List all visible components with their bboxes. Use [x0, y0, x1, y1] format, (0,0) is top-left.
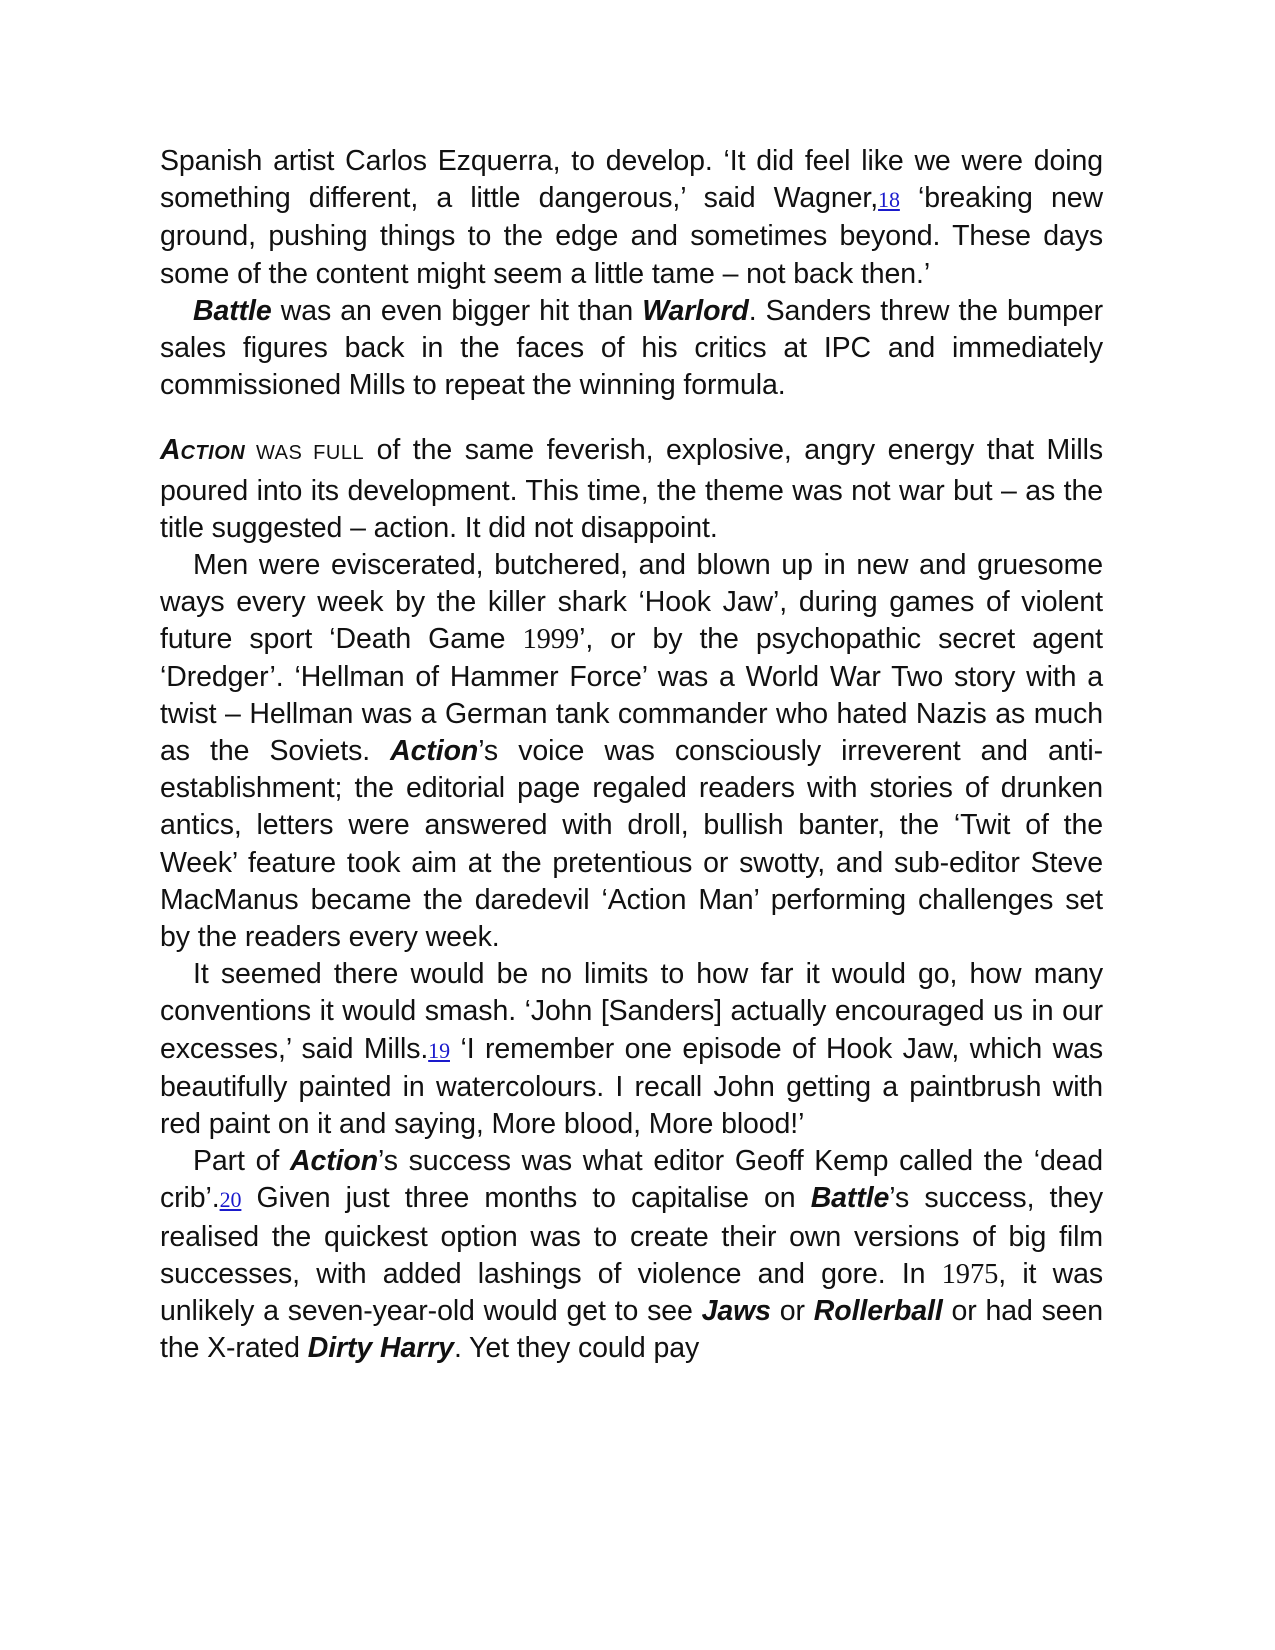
text-run: ‘breaking new ground, pushing things to the edge and sometimes beyond. These days some of the content might seem a little tame – not back then.’ [160, 182, 1103, 290]
paragraph-5 [160, 956, 1103, 1143]
smallcaps-lead-words: WAS FULL [245, 442, 365, 465]
text-run: or [770, 1295, 814, 1328]
title-battle: Battle [810, 1182, 890, 1215]
title-jaws: Jaws [701, 1295, 771, 1328]
text-run: ‘I remember one episode of Hook Jaw, which was beautifully painted in watercolours. I recall John getting a paintbrush with red paint on it and saying, More blood, More blood!’ [160, 1032, 1103, 1141]
paragraph-1 [160, 143, 1103, 293]
title-rollerball: Rollerball [813, 1295, 943, 1328]
text-run: Given just three months to capitalise on [241, 1182, 811, 1215]
paragraph-2 [160, 293, 1103, 405]
title-dirty-harry: Dirty Harry [307, 1332, 454, 1365]
year-number: 1999 [522, 624, 580, 656]
text-run: . Yet they could pay [453, 1332, 700, 1365]
paragraph-4 [160, 547, 1103, 956]
year-number: 1975 [941, 1258, 999, 1290]
text-run: ’s success was what editor Geoff Kemp called the ‘dead crib’. [160, 1145, 1104, 1215]
smallcaps-title-rest: CTION [180, 442, 246, 465]
text-run: Men were eviscerated, butchered, and blown up in new and gruesome ways every week by the killer shark ‘Hook Jaw’, during games of violent future sport ‘Death Game [160, 549, 1103, 656]
text-run: ’s voice was consciously irreverent and anti-establishment; the editorial page regaled readers with stories of drunken antics, letters were answered with droll, bullish banter, the ‘Twit of the Week’ feature took aim at the pretentious or swotty, and sub-editor Steve MacManus became the daredevil ‘Action Man’ performing challenges set by the readers every week. [160, 735, 1103, 954]
footnote-link-20[interactable]: 20 [219, 1187, 242, 1213]
text-run: Part of [193, 1145, 290, 1178]
paragraph-3-section-opening [160, 432, 1103, 547]
text-run: , it was unlikely a seven-year-old would get to see [160, 1257, 1104, 1328]
title-battle: Battle [193, 294, 272, 327]
footnote-link-18[interactable]: 18 [878, 187, 900, 213]
text-run: of the same feverish, explosive, angry energy that Mills poured into its development. This time, the theme was not war but – as the title suggested – action. It did not disappoint. [160, 434, 1103, 544]
footnote-link-19[interactable]: 19 [428, 1037, 450, 1063]
text-run: . Sanders threw the bumper sales figures back in the faces of his critics at IPC and immediately commissioned Mills to repeat the winning formula. [160, 294, 1103, 402]
text-run: ’, or by the psychopathic secret agent ‘Dredger’. ‘Hellman of Hammer Force’ was a World War Two story with a twist – Hellman was a German tank commander who hated Nazis as much as the Soviets. [160, 623, 1103, 768]
title-action: Action [390, 735, 479, 768]
text-run: It seemed there would be no limits to how far it would go, how many conventions it would smash. ‘John [Sanders] actually encouraged us in our excesses,’ said Mills. [160, 958, 1103, 1065]
text-run: Spanish artist Carlos Ezquerra, to develop. ‘It did feel like we were doing something different, a little dangerous,’ said Wagner, [160, 145, 1103, 215]
title-action: Action [289, 1145, 379, 1178]
text-run: ’s success, they realised the quickest option was to create their own versions of big film successes, with added lashings of violence and gore. In [160, 1182, 1104, 1290]
paragraph-6 [160, 1143, 1103, 1367]
text-run: was an even bigger hit than [271, 294, 643, 327]
smallcaps-title-initial: A [160, 434, 181, 467]
title-warlord: Warlord [642, 294, 749, 327]
text-run: or had seen the X-rated [160, 1295, 1104, 1365]
